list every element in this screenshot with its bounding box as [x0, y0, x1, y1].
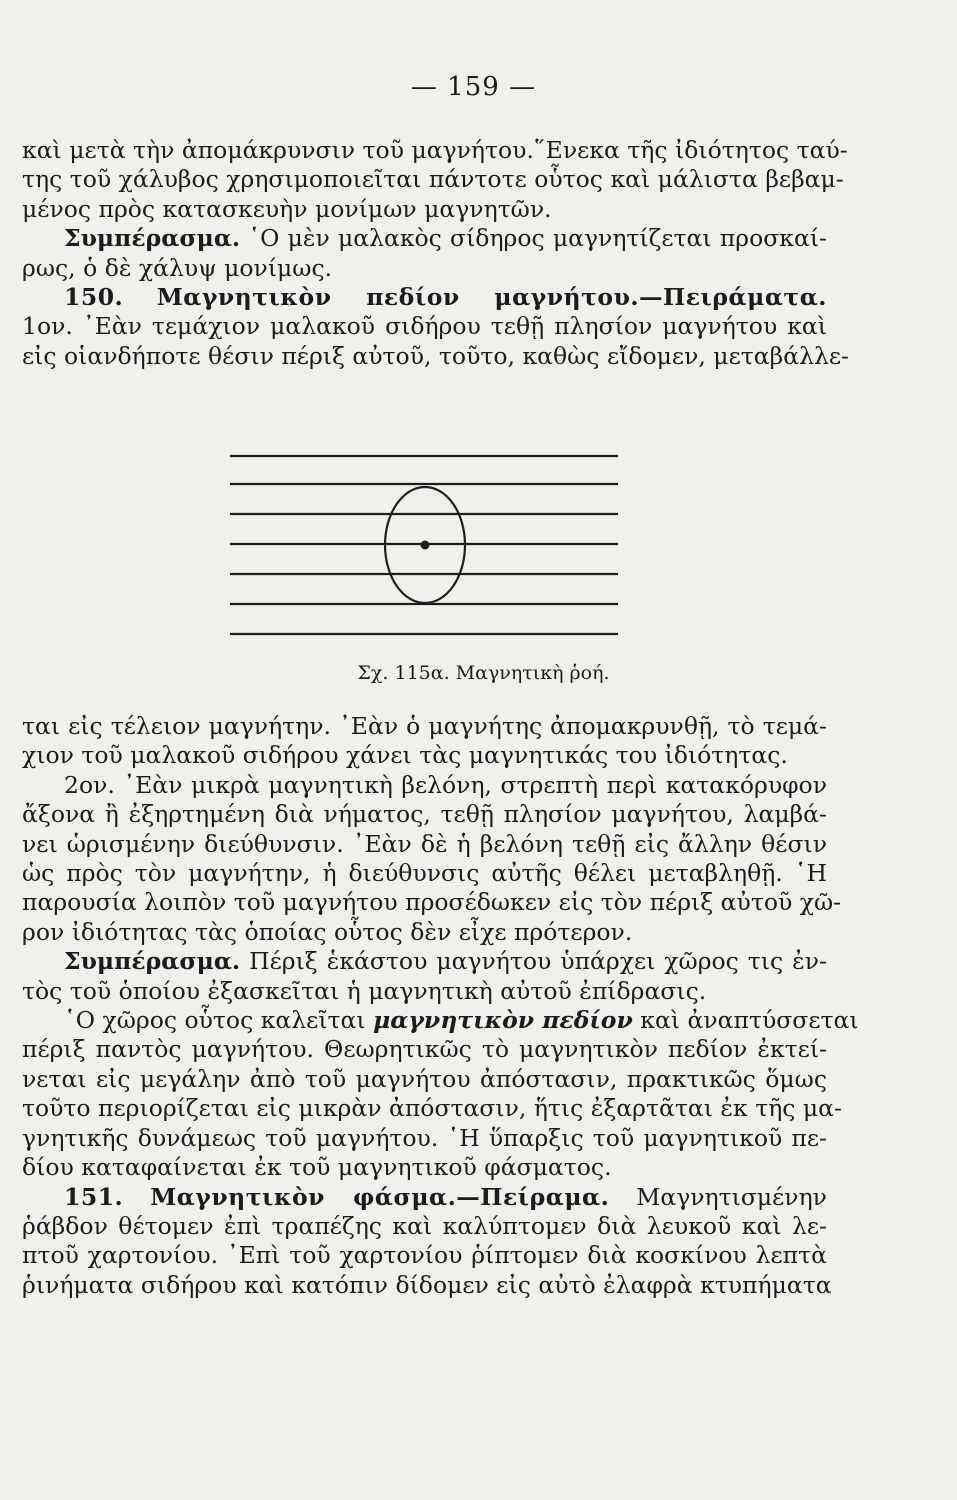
text-line: μένος πρὸς κατασκευὴν μονίμων μαγνητῶν.: [22, 194, 552, 223]
conclusion-text: ῾Ο μὲν μαλακὸς σίδηρος μαγνητίζεται προσκαί-: [248, 224, 827, 253]
text-line: ῥινήματα σιδήρου καὶ κατόπιν δίδομεν εἰς αὐτὸ ἐλαφρὰ κτυπήματα: [22, 1270, 832, 1299]
text-line: δίου καταφαίνεται ἐκ τοῦ μαγνητικοῦ φάσματος.: [22, 1153, 612, 1182]
conclusion-line: [22, 224, 827, 253]
section-heading: [22, 1183, 827, 1212]
text-line: ῥάβδον θέτομεν ἐπὶ τραπέζης καὶ καλύπτομεν διὰ λευκοῦ καὶ λε-: [22, 1211, 827, 1240]
text-segment: καὶ ἀναπτύσσεται: [640, 1006, 859, 1035]
section-title: Μαγνητικὸν φάσμα.—Πείραμα.: [150, 1182, 610, 1211]
text-line: [22, 1006, 859, 1035]
conclusion-text: Πέριξ ἑκάστου μαγνήτου ὑπάρχει χῶρος τις ἐν-: [249, 947, 827, 976]
text-line: ἄξονα ἢ ἐξηρτημένη διὰ νήματος, τεθῇ πλησίον μαγνήτου, λαμβά-: [22, 800, 827, 829]
text-line: νεται εἰς μεγάλην ἀπὸ τοῦ μαγνήτου ἀπόστασιν, πρακτικῶς ὅμως: [22, 1064, 827, 1093]
text-line: ρον ἰδιότητας τὰς ὁποίας οὗτος δὲν εἶχε πρότερον.: [22, 917, 633, 946]
figure-caption: Σχ. 115α. Μαγνητικὴ ῥοή.: [357, 662, 610, 684]
text-line: νει ὡρισμένην διεύθυνσιν. ᾿Εὰν δὲ ἡ βελόνη τεθῇ εἰς ἄλλην θέσιν: [22, 829, 827, 858]
text-segment: Μαγνητισμένην: [636, 1182, 827, 1211]
text-line: εἰς οἱανδήποτε θέσιν πέριξ αὐτοῦ, τοῦτο, καθὼς εἴδομεν, μεταβάλλε-: [22, 341, 849, 370]
text-line: χιον τοῦ μαλακοῦ σιδήρου χάνει τὰς μαγνητικάς του ἰδιότητας.: [22, 741, 788, 770]
page-number: — 159 —: [410, 72, 537, 102]
conclusion-line: [22, 947, 827, 976]
text-segment: ῾Ο χῶρος οὗτος καλεῖται: [64, 1006, 366, 1035]
text-line: τὸς τοῦ ὁποίου ἐξασκεῖται ἡ μαγνητικὴ αὐτοῦ ἐπίδρασις.: [22, 976, 707, 1005]
text-line: τοῦτο περιορίζεται εἰς μικρὰν ἀπόστασιν, ἥτις ἐξαρτᾶται ἐκ τῆς μα-: [22, 1094, 842, 1123]
text-line: 1ον. ᾿Εὰν τεμάχιον μαλακοῦ σιδήρου τεθῇ πλησίον μαγνήτου καὶ: [22, 312, 827, 341]
magnetic-flux-figure: [220, 440, 630, 650]
section-heading: [22, 283, 827, 312]
text-line: πέριξ παντὸς μαγνήτου. Θεωρητικῶς τὸ μαγνητικὸν πεδίον ἐκτεί-: [22, 1035, 827, 1064]
bottom-text-block: [22, 712, 859, 1300]
text-line: ὡς πρὸς τὸν μαγνήτην, ἡ διεύθυνσις αὐτῆς θέλει μεταβληθῇ. ῾Η: [22, 859, 827, 888]
text-line: παρουσία λοιπὸν τοῦ μαγνήτου προσέδωκεν εἰς τὸν πέριξ αὐτοῦ χῶ-: [22, 888, 842, 917]
text-line: ρως, ὁ δὲ χάλυψ μονίμως.: [22, 253, 333, 282]
text-line: της τοῦ χάλυβος χρησιμοποιεῖται πάντοτε οὗτος καὶ μάλιστα βεβαμ-: [22, 165, 844, 194]
section-number: 151.: [64, 1182, 124, 1211]
top-text-block: [22, 136, 849, 371]
section-number: 150.: [64, 283, 124, 312]
section-title: Μαγνητικὸν πεδίον μαγνήτου.—Πειράματα.: [156, 283, 827, 312]
conclusion-label: Συμπέρασμα.: [64, 224, 241, 253]
text-line: 2ον. ᾿Εὰν μικρὰ μαγνητικὴ βελόνη, στρεπτὴ περὶ κατακόρυφον: [64, 770, 827, 799]
text-line: πτοῦ χαρτονίου. ᾿Επὶ τοῦ χαρτονίου ῥίπτομεν διὰ κοσκίνου λεπτὰ: [22, 1241, 827, 1270]
emphasis-term: μαγνητικὸν πεδίον: [373, 1006, 633, 1035]
text-line: ται εἰς τέλειον μαγνήτην. ᾿Εὰν ὁ μαγνήτης ἀπομακρυνθῇ, τὸ τεμά-: [22, 712, 827, 740]
magnet-point: [421, 541, 430, 550]
text-line: γνητικῆς δυνάμεως τοῦ μαγνήτου. ῾Η ὕπαρξις τοῦ μαγνητικοῦ πε-: [22, 1123, 827, 1152]
text-line: καὶ μετὰ τὴν ἀπομάκρυνσιν τοῦ μαγνήτου.῞Ενεκα τῆς ἰδιότητος ταύ-: [22, 136, 848, 164]
conclusion-label: Συμπέρασμα.: [64, 947, 241, 976]
